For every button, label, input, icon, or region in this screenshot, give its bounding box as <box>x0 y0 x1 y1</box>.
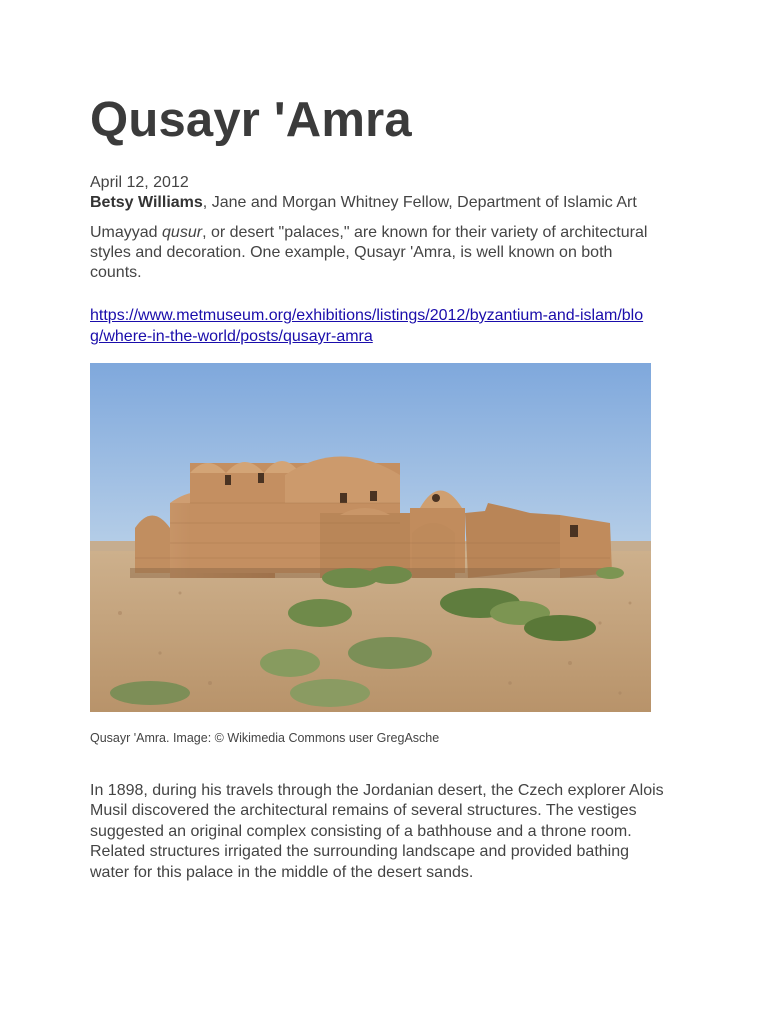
intro-text-start: Umayyad <box>90 224 163 241</box>
source-link[interactable]: https://www.metmuseum.org/exhibitions/listings/2012/byzantium-and-islam/blog/where-in-the-world/posts/qusayr-amra <box>90 307 644 345</box>
article-photo <box>90 363 651 712</box>
intro-italic-term: qusur <box>162 224 203 241</box>
author-name: Betsy Williams <box>90 194 203 211</box>
byline <box>90 194 637 212</box>
body-paragraph: In 1898, during his travels through the Jordanian desert, the Czech explorer Alois Musil discovered the architectural remains of several structures. The vestiges suggested an original complex consisting of a bathhouse and a throne room. Related structures irrigated the surrounding landscape and provided bathing water for this palace in the middle of the desert sands. <box>90 782 664 881</box>
author-role: , Jane and Morgan Whitney Fellow, Department of Islamic Art <box>202 194 637 211</box>
qusayr-amra-photo <box>90 363 651 712</box>
intro-paragraph <box>90 223 650 283</box>
photo-caption: Qusayr 'Amra. Image: © Wikimedia Commons user GregAsche <box>90 731 440 745</box>
intro-text-end: , or desert "palaces," are known for their variety of architectural styles and decoration. One example, Qusayr 'Amra, is well known on both counts. <box>90 224 648 281</box>
article-date: April 12, 2012 <box>90 174 189 191</box>
page-title: Qusayr 'Amra <box>90 93 412 147</box>
